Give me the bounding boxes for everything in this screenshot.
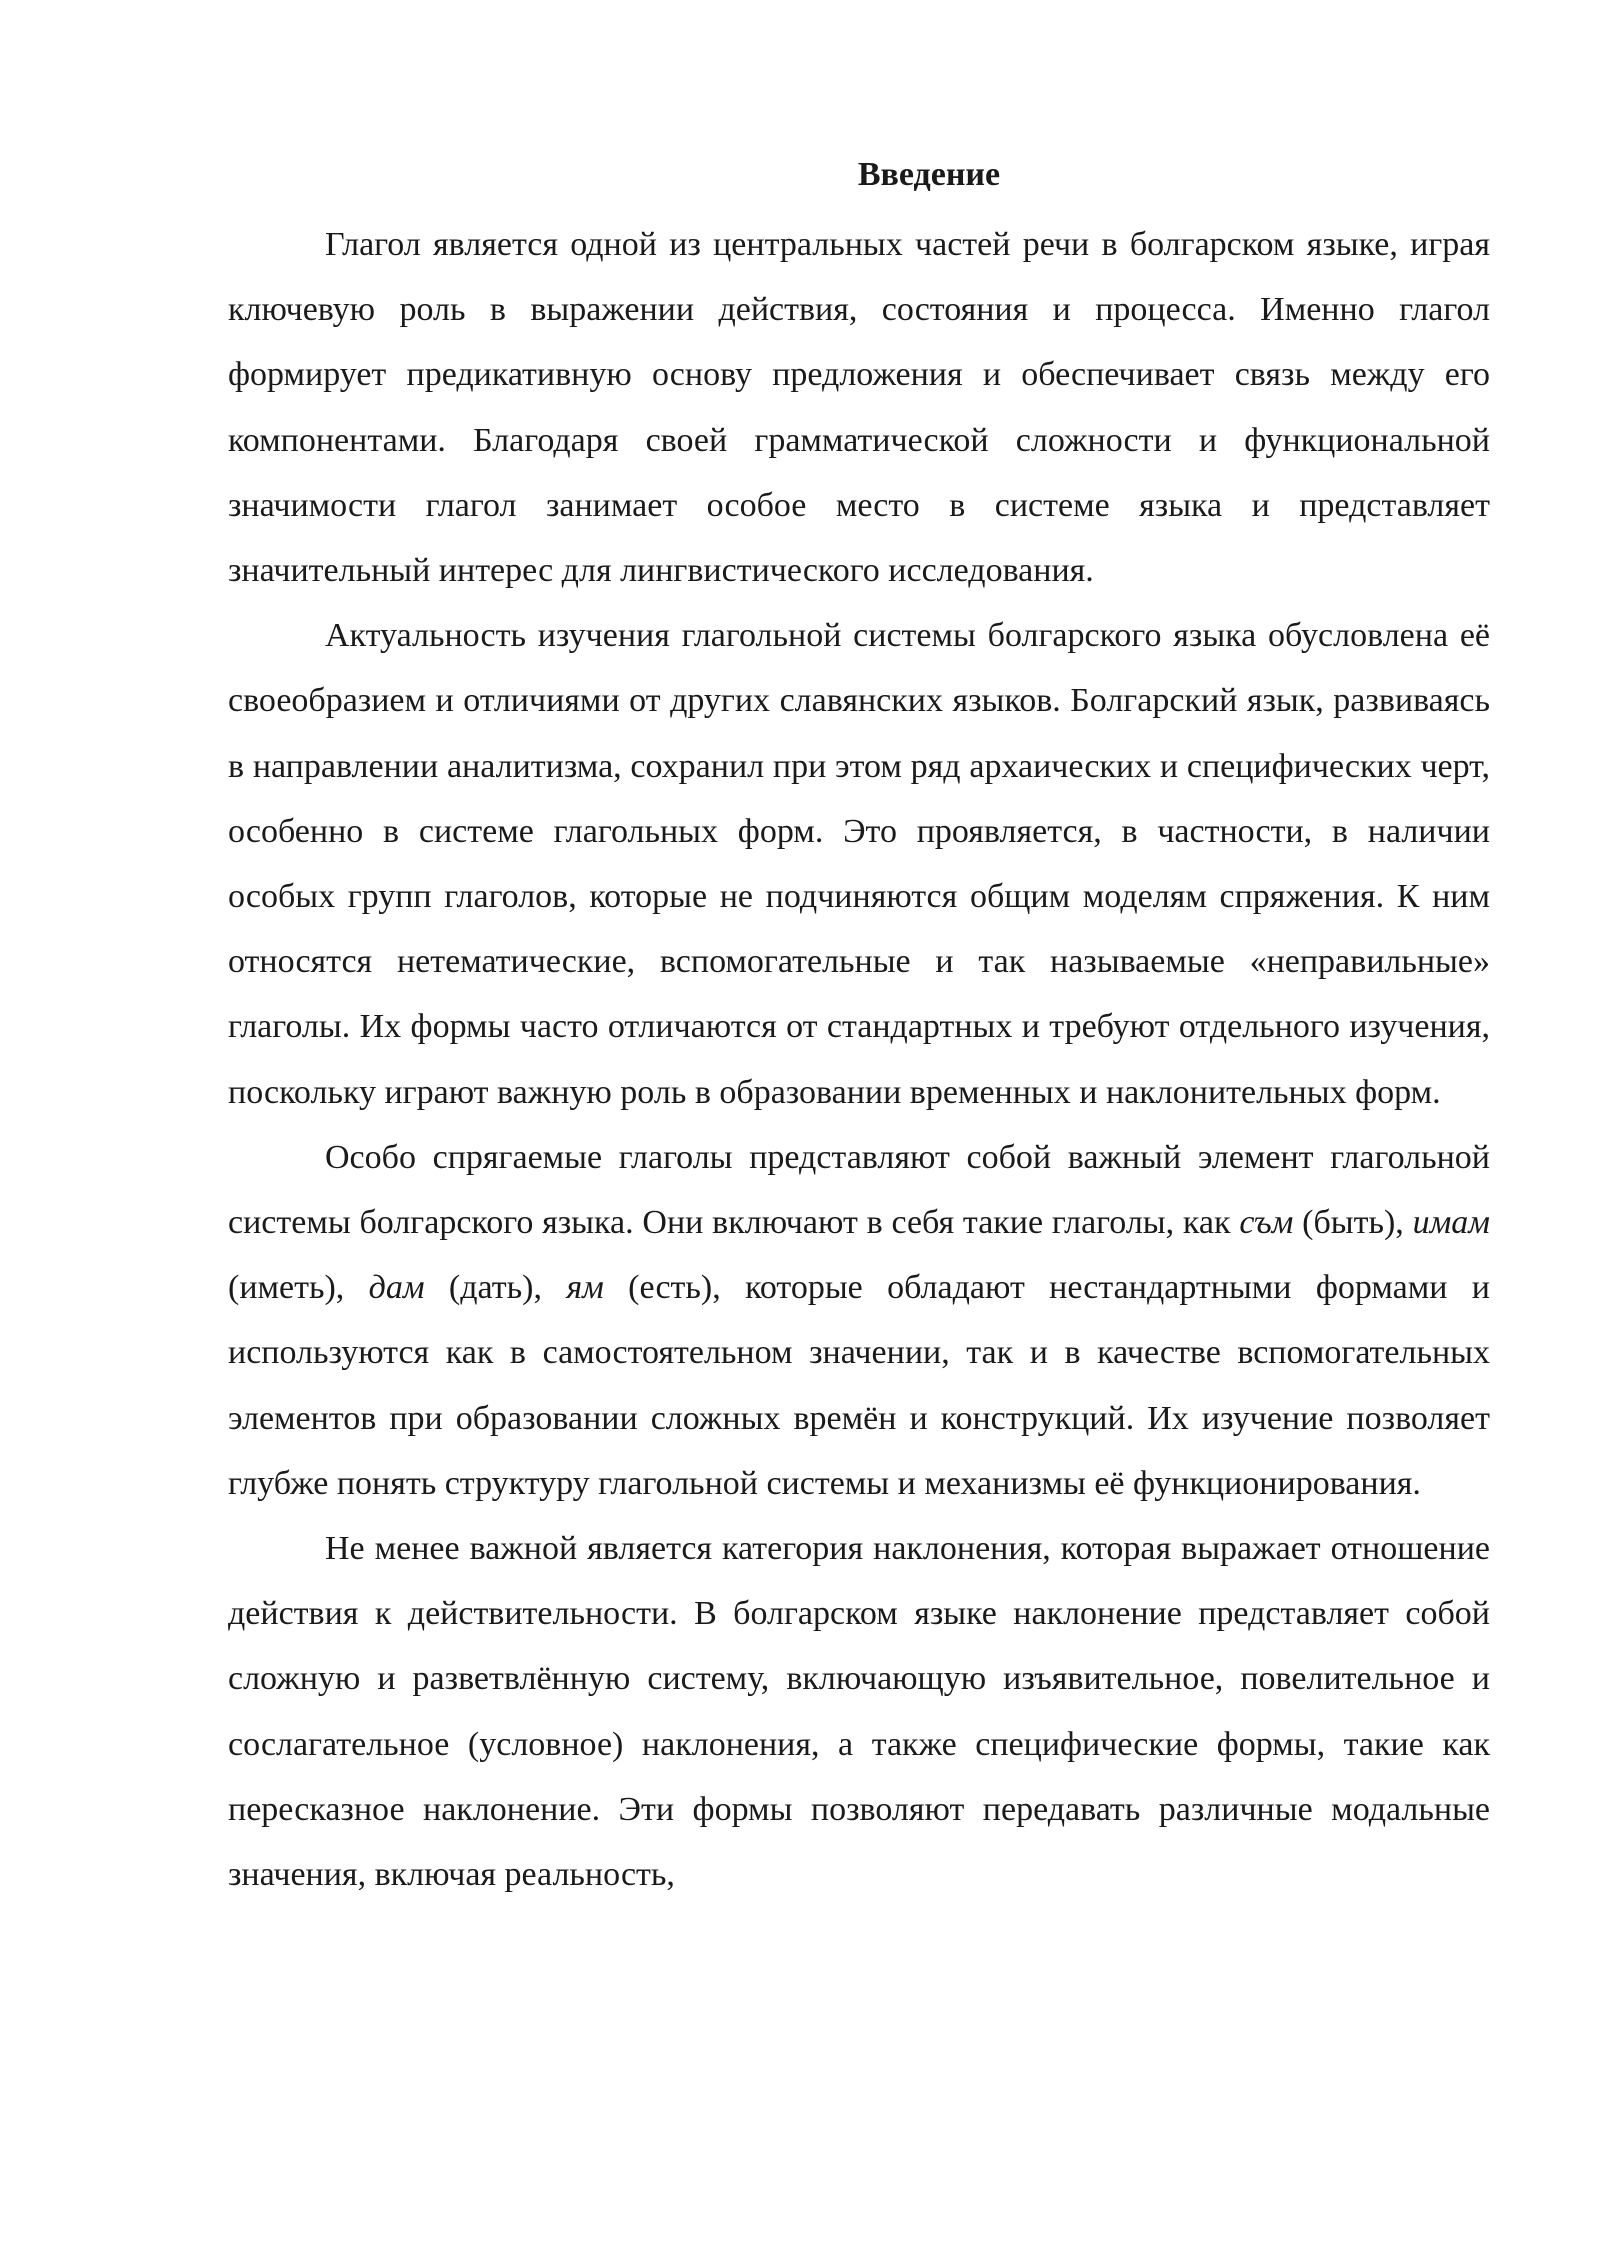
paragraph-text: Глагол является одной из центральных частей речи в болгарском языке, играя ключевую роль в выражении действия, состояния и процесса. Именно глагол формирует предикативную основу предложения и обеспечивает связь между его компонентами. Благодаря своей грамматической сложности и функциональной значимости глагол занимает особое место в системе языка и представляет значительный интерес для лингвистического исследования. <box>228 226 1490 590</box>
verb-example-imam: имам <box>1412 1204 1490 1242</box>
paragraph-text: Актуальность изучения глагольной системы болгарского языка обусловлена её своеобразием и отличиями от других славянских языков. Болгарский язык, развиваясь в направлении аналитизма, сохранил при этом ряд архаических и специфических черт, особенно в системе глагольных форм. Это проявляется, в частности, в наличии особых групп глаголов, которые не подчиняются общим моделям спряжения. К ним относятся нетематические, вспомогательные и так называемые «неправильные» глаголы. Их формы часто отличаются от стандартных и требуют отдельного изучения, поскольку играют важную роль в образовании временных и наклонительных форм. <box>228 617 1490 1111</box>
paragraph-intro <box>228 212 1490 603</box>
paragraph-relevance <box>228 603 1490 1125</box>
paragraph-text: Не менее важной является категория наклонения, которая выражает отношение действия к действительности. В болгарском языке наклонение представляет собой сложную и разветвлённую систему, включающую изъявительное, повелительное и сослагательное (условное) наклонения, а также специфические формы, такие как пересказное наклонение. Эти формы позволяют передавать различные модальные значения, включая реальность, <box>228 1530 1490 1894</box>
page-content <box>228 147 1490 1907</box>
paragraph-text: (иметь), <box>228 1269 369 1307</box>
paragraph-text: (дать), <box>424 1269 567 1307</box>
verb-example-dam: дам <box>368 1269 425 1307</box>
paragraph-text: (быть), <box>1293 1204 1413 1242</box>
paragraph-text: Особо спрягаемые глаголы представляют собой важный элемент глагольной системы болгарского языка. Они включают в себя такие глаголы, как <box>228 1138 1490 1242</box>
verb-example-sam: съм <box>1239 1204 1294 1242</box>
paragraph-mood <box>228 1516 1490 1907</box>
paragraph-irregular-verbs <box>228 1125 1490 1516</box>
paragraph-text: (есть), которые обладают нестандартными формами и используются как в самостоятельном значении, так и в качестве вспомогательных элементов при образовании сложных времён и конструкций. Их изучение позволяет глубже понять структуру глагольной системы и механизмы её функционирования. <box>228 1269 1490 1502</box>
section-heading: Введение <box>857 156 1001 193</box>
verb-example-yam: ям <box>566 1269 604 1307</box>
